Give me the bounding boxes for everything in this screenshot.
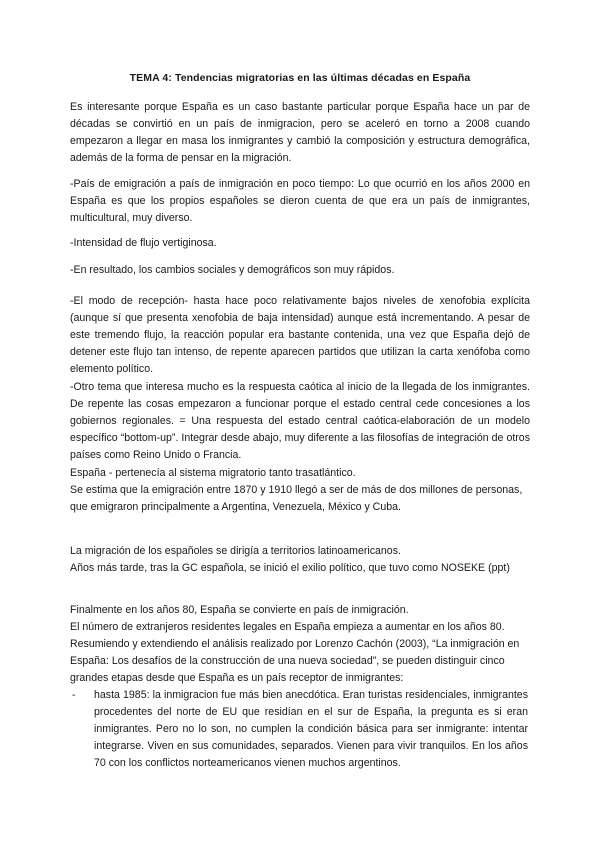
paragraph-eighties: Finalmente en los años 80, España se convierte en país de inmigración. [70, 604, 409, 616]
paragraph-political-exile: Años más tarde, tras la GC española, se inició el exilio político, que tuvo como NOSEKE (ppt) [70, 562, 510, 574]
paragraph-stages-intro: El número de extranjeros residentes legales en España empieza a aumentar en los años 80. Resumiendo y extendiendo el análisis realizado por Lorenzo Cachón (2003), “La inmigración en España: Los desafíos de la construcción de una nueva sociedad”, se pueden distinguir cinco grandes etapas desde que España es un país receptor de inmigrantes: [70, 621, 520, 684]
paragraph-reception-mode: -El modo de recepción- hasta hace poco relativamente bajos niveles de xenofobia explícita (aunque sí que presenta xenofobia de baja intensidad) aunque está incrementando. A pesar de este tremendo flujo, la reacción popular era bastante contenida, una vez que España dejó de detener este flujo tan intenso, de repente aparecen partidos que utilizan la carta xenófoba como elemento político. [70, 295, 530, 375]
document-title: TEMA 4: Tendencias migratorias en las últimas décadas en España [129, 72, 471, 84]
paragraph-intro: Es interesante porque España es un caso bastante particular porque España hace un par de décadas se convirtió en un país de inmigracion, pero se aceleró en torno a 2008 cuando empezaron a llegar en masa los inmigrantes y cambió la composición y estructura demográfica, además de la forma de pensar en la migración. [70, 101, 530, 164]
bullet-text: hasta 1985: la inmigracion fue más bien anecdótica. Eran turistas residenciales, inmigrantes procedentes del norte de EU que residían en el sur de España, la pregunta es si eran inmigrantes. Pero no lo son, no cumplen la condición básica para ser inmigrante: intentar integrarse. Viven en sus comunidades, separados. Vienen para vivir tranquilos. En los años 70 con los conflictos norteamericanos vienen muchos argentinos. [94, 689, 528, 769]
paragraph-emigration-estimate: Se estima que la emigración entre 1870 y 1910 llegó a ser de más de dos millones de personas, que emigraron principalmente a Argentina, Venezuela, México y Cuba. [70, 484, 523, 513]
bullet-marker: - [72, 689, 76, 701]
paragraph-latin-america: La migración de los españoles se dirigía a territorios latinoamericanos. [70, 545, 401, 557]
list-item [72, 687, 528, 772]
paragraph-emigration-to-immigration: -País de emigración a país de inmigración en poco tiempo: Lo que ocurrió en los años 2000 en España es que los propios españoles se dieron cuenta de que era un país de inmigrantes, multicultural, muy diverso. [70, 178, 530, 224]
paragraph-chaotic-response: -Otro tema que interesa mucho es la respuesta caótica al inicio de la llegada de los inmigrantes. De repente las cosas empezaron a funcionar porque el estado central cede concesiones a los gobiernos regionales. = Una respuesta del estado central caótica-elaboración de un modelo específico “bottom-up”. Integrar desde abajo, muy diferente a las filosofías de integración de otros países como Reino Unido o Francia. [70, 381, 530, 461]
paragraph-transatlantic-system: España - pertenecía al sistema migratorio tanto trasatlántico. [70, 467, 356, 479]
paragraph-rapid-changes: -En resultado, los cambios sociales y demográficos son muy rápidos. [70, 264, 395, 276]
paragraph-flow-intensity: -Intensidad de flujo vertiginosa. [70, 237, 217, 249]
